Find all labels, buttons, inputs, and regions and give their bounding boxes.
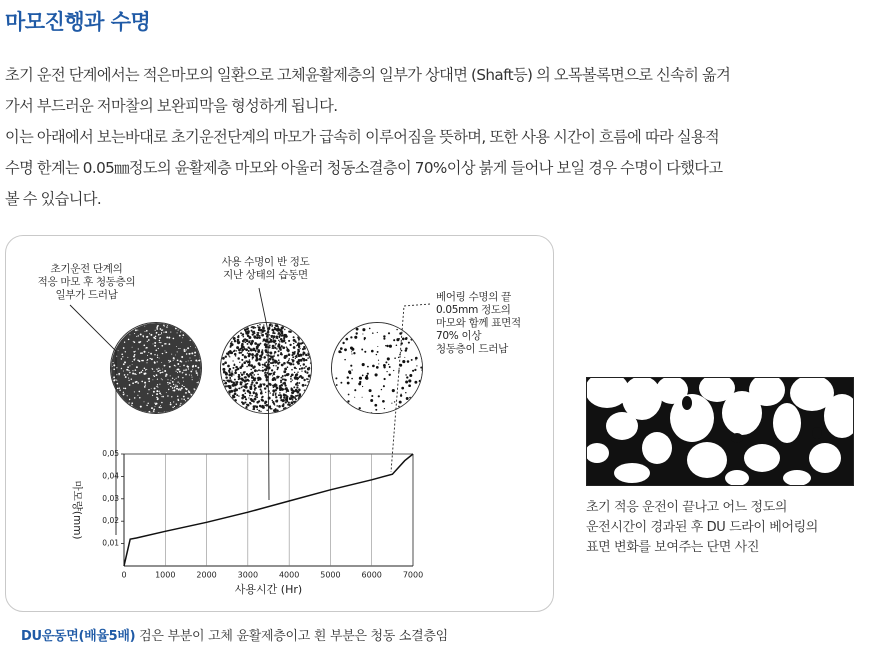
wear-series-line bbox=[124, 454, 413, 566]
y-tick-label: 0,05 bbox=[102, 449, 119, 458]
x-tick-label: 6000 bbox=[361, 570, 382, 580]
photo-caption: 초기 적응 운전이 끝나고 어느 정도의 운전시간이 경과된 후 DU 드라이 베어링의 표면 변화를 보여주는 단면 사진 bbox=[586, 500, 818, 555]
x-tick-label: 5000 bbox=[320, 570, 341, 580]
caption-highlight: DU운동면(배율5배) bbox=[21, 629, 136, 644]
stage1-label: 초기운전 단계의 적응 마모 후 청동층의 일부가 드러남 bbox=[37, 263, 136, 301]
x-tick-label: 7000 bbox=[402, 570, 424, 580]
cross-section-photo bbox=[586, 377, 854, 486]
y-tick-label: 0,03 bbox=[102, 493, 119, 503]
y-tick-label: 0,01 bbox=[102, 538, 119, 548]
y-tick-label: 0,04 bbox=[102, 471, 119, 481]
figure-caption bbox=[21, 625, 448, 644]
paragraph-line: 수명 한계는 0.05㎜정도의 윤활제층 마모와 아울러 청동소결층이 70%이상 붉게 들어나 보일 경우 수명이 다했다고 bbox=[5, 159, 723, 177]
paragraph-line: 가서 부드러운 저마찰의 보완피막을 형성하게 됩니다. bbox=[5, 97, 338, 115]
description-paragraph bbox=[5, 60, 877, 215]
x-tick-label: 1000 bbox=[155, 570, 176, 580]
x-tick-label: 4000 bbox=[278, 570, 300, 580]
y-axis-label: 마모량(mm) bbox=[71, 480, 83, 540]
y-tick-label: 0,02 bbox=[102, 516, 119, 526]
wear-chart bbox=[6, 236, 555, 613]
stage3-label: 베어링 수명의 끝 0.05mm 정도의 마모와 함께 표면적 70% 이상 청동층이 드러남 bbox=[436, 291, 521, 355]
caption-text: 검은 부분이 고체 윤활제층이고 흰 부분은 청동 소결층임 bbox=[139, 629, 448, 644]
x-tick-label: 3000 bbox=[237, 570, 259, 580]
wear-figure-panel bbox=[5, 235, 554, 612]
paragraph-line: 볼 수 있습니다. bbox=[5, 190, 102, 208]
stage2-label: 사용 수명이 반 정도 지난 상태의 습동면 bbox=[221, 256, 310, 281]
page-title: 마모진행과 수명 bbox=[5, 10, 151, 34]
paragraph-line: 초기 운전 단계에서는 적은마모의 일환으로 고체윤활제층의 일부가 상대면 (Shaft등) 의 오목볼록면으로 신속히 옮겨 bbox=[5, 66, 731, 84]
x-axis-label: 사용시간 (Hr) bbox=[234, 583, 303, 596]
x-tick-label: 0 bbox=[121, 570, 127, 580]
paragraph-line: 이는 아래에서 보는바대로 초기운전단계의 마모가 급속히 이루어짐을 뜻하며, 또한 사용 시간이 흐름에 따라 실용적 bbox=[5, 128, 720, 146]
x-tick-label: 2000 bbox=[196, 570, 217, 580]
